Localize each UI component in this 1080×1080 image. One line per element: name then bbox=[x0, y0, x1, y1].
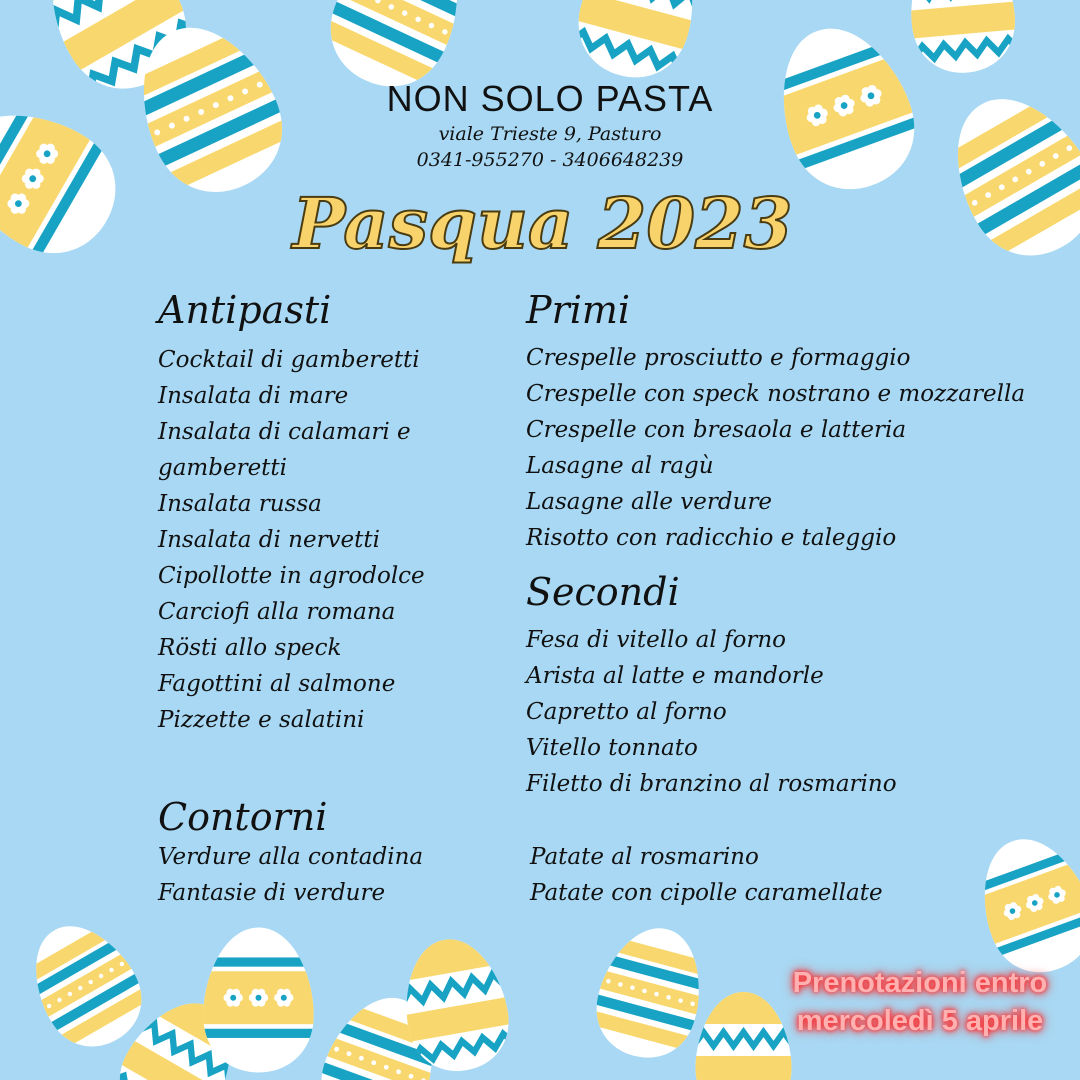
list-item: Fantasie di verdure bbox=[158, 880, 386, 906]
list-item: Capretto al forno bbox=[526, 699, 727, 725]
reservation-note-line2: mercoledì 5 aprile bbox=[796, 1005, 1044, 1037]
list-item: Filetto di branzino al rosmarino bbox=[526, 771, 897, 797]
list-item: Insalata di mare bbox=[158, 383, 349, 409]
primi-list bbox=[526, 340, 1025, 556]
easter-egg-icon bbox=[886, 0, 1038, 81]
restaurant-phones: 0341-955270 - 3406648239 bbox=[416, 149, 684, 171]
list-item: Patate al rosmarino bbox=[530, 844, 759, 870]
list-item: Cocktail di gamberetti bbox=[158, 347, 420, 373]
section-heading-primi: Primi bbox=[526, 288, 631, 332]
page-title: Pasqua 2023 bbox=[292, 182, 793, 265]
list-item: Fesa di vitello al forno bbox=[526, 627, 786, 653]
restaurant-name: NON SOLO PASTA bbox=[386, 78, 714, 119]
list-item: Crespelle con speck nostrano e mozzarella bbox=[526, 381, 1026, 407]
list-item: Rösti allo speck bbox=[158, 635, 342, 661]
list-item: Carciofi alla romana bbox=[158, 599, 396, 625]
reservation-note-line1: Prenotazioni entro bbox=[792, 967, 1048, 999]
list-item: Vitello tonnato bbox=[526, 735, 698, 761]
list-item: Pizzette e salatini bbox=[158, 707, 365, 733]
list-item: Risotto con radicchio e taleggio bbox=[526, 525, 897, 551]
easter-egg-icon bbox=[201, 925, 316, 1075]
contorni-list-left bbox=[158, 839, 423, 911]
reservation-note bbox=[760, 964, 1080, 1040]
list-item: Verdure alla contadina bbox=[158, 844, 424, 870]
list-item: Insalata russa bbox=[158, 491, 322, 517]
restaurant-address: viale Trieste 9, Pasturo bbox=[438, 123, 662, 145]
list-item: Insalata di calamari e bbox=[158, 419, 411, 445]
section-heading-antipasti: Antipasti bbox=[158, 288, 332, 332]
list-item: Arista al latte e mandorle bbox=[526, 663, 824, 689]
section-heading-secondi: Secondi bbox=[526, 570, 680, 614]
secondi-list bbox=[526, 622, 897, 802]
section-heading-contorni: Contorni bbox=[158, 795, 328, 839]
antipasti-list bbox=[158, 342, 425, 738]
contorni-list-right bbox=[530, 839, 883, 911]
list-item: Fagottini al salmone bbox=[158, 671, 396, 697]
list-item: Crespelle prosciutto e formaggio bbox=[526, 345, 911, 371]
list-item: Patate con cipolle caramellate bbox=[530, 880, 883, 906]
list-item: gamberetti bbox=[158, 455, 288, 481]
list-item: Lasagne al ragù bbox=[526, 453, 714, 479]
list-item: Lasagne alle verdure bbox=[526, 489, 773, 515]
list-item: Insalata di nervetti bbox=[158, 527, 381, 553]
list-item: Crespelle con bresaola e latteria bbox=[526, 417, 907, 443]
list-item: Cipollotte in agrodolce bbox=[158, 563, 425, 589]
